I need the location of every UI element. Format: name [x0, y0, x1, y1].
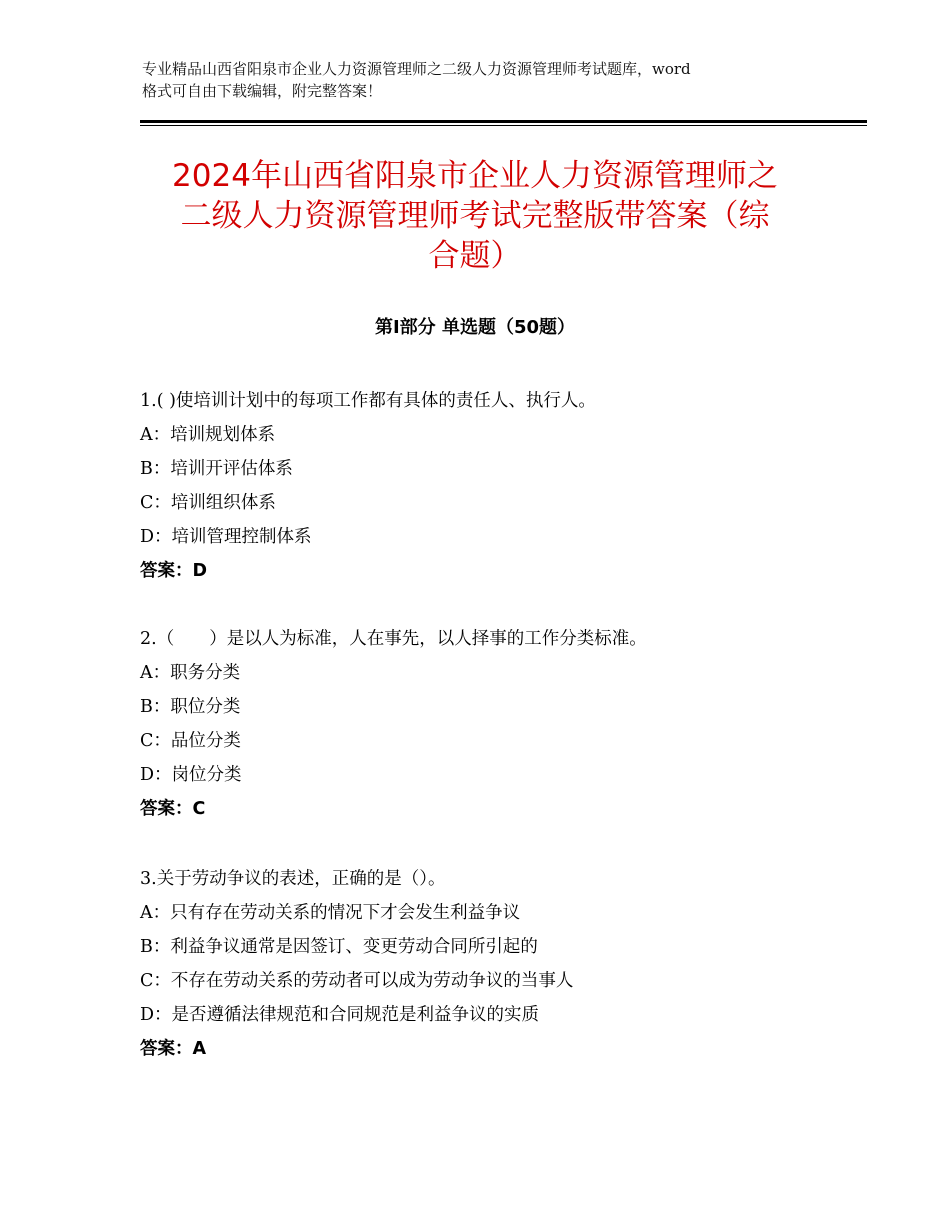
option-d: D：是否遵循法律规范和合同规范是利益争议的实质 [140, 1005, 540, 1025]
answer: 答案：C [140, 799, 206, 819]
option-b: B：职位分类 [140, 697, 241, 717]
header-divider-thick [140, 120, 867, 123]
header-note [142, 58, 832, 102]
header-note-line-1: 专业精品山西省阳泉市企业人力资源管理师之二级人力资源管理师考试题库，word [142, 60, 691, 78]
document-title-line-3: 合题） [428, 238, 522, 274]
question-3 [140, 862, 860, 1066]
option-c: C：品位分类 [140, 731, 241, 751]
option-d: D：岗位分类 [140, 765, 242, 785]
question-stem: 2.（ ）是以人为标准，人在事先，以人择事的工作分类标准。 [140, 629, 647, 649]
option-c: C：培训组织体系 [140, 493, 276, 513]
option-d: D：培训管理控制体系 [140, 527, 312, 547]
document-title [130, 156, 820, 276]
option-c: C：不存在劳动关系的劳动者可以成为劳动争议的当事人 [140, 971, 574, 991]
document-title-line-2: 二级人力资源管理师考试完整版带答案（综 [180, 198, 770, 234]
document-title-line-1: 2024年山西省阳泉市企业人力资源管理师之 [172, 158, 778, 194]
header-note-line-2: 格式可自由下载编辑，附完整答案！ [142, 82, 383, 100]
option-b: B：培训开评估体系 [140, 459, 293, 479]
header-divider-thin [140, 125, 867, 126]
option-a: A：只有存在劳动关系的情况下才会发生利益争议 [140, 903, 521, 923]
question-stem: 3.关于劳动争议的表述，正确的是（）。 [140, 869, 446, 889]
section-title: 第Ⅰ部分 单选题（50题） [374, 317, 575, 338]
question-2 [140, 622, 860, 826]
option-a: A：职务分类 [140, 663, 241, 683]
question-stem: 1.( )使培训计划中的每项工作都有具体的责任人、执行人。 [140, 391, 596, 411]
answer: 答案：D [140, 561, 208, 581]
answer: 答案：A [140, 1039, 207, 1059]
option-a: A：培训规划体系 [140, 425, 276, 445]
option-b: B：利益争议通常是因签订、变更劳动合同所引起的 [140, 937, 538, 957]
question-1 [140, 384, 860, 588]
